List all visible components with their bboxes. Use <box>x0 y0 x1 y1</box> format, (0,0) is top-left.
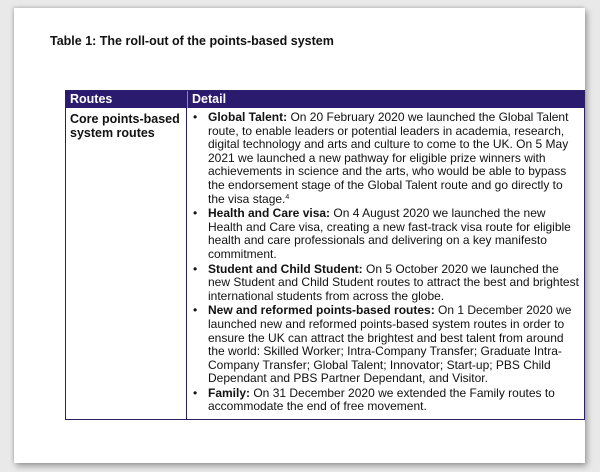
item-text: On 1 December 2020 we launched new and reformed points-based system routes in order to ensure the UK can attract the brightest and best talent from around the world: Skilled Worker; Intra-Company Transfer; Graduate Intra-Company Transfer; Global Talent; Innovator; Start-up; PBS Child Dependant and PBS Partner Dependant, and Visitor. <box>208 303 572 386</box>
bullet-icon: • <box>193 261 198 276</box>
table-header-row <box>66 91 584 108</box>
list-item <box>191 207 580 261</box>
list-item <box>191 263 580 304</box>
rollout-table <box>65 90 585 420</box>
bullet-icon: • <box>193 385 198 400</box>
item-text: On 5 October 2020 we launched the new Student and Child Student routes to attract the best and brightest international students from across the globe. <box>208 261 579 303</box>
item-title: New and reformed points-based routes: <box>208 303 435 318</box>
item-title: Student and Child Student: <box>208 261 363 276</box>
list-item <box>191 304 580 386</box>
document-page <box>14 8 585 463</box>
bullet-icon: • <box>193 206 198 221</box>
item-text: On 4 August 2020 we launched the new Health and Care visa, creating a new fast-track visa route for eligible health and care professionals and delivering on a key manifesto commitment. <box>208 206 571 261</box>
bullet-icon: • <box>193 303 198 318</box>
route-cell: Core points-based system routes <box>66 108 187 419</box>
item-text: On 20 February 2020 we launched the Global Talent route, to enable leaders or potential leaders in academia, research, digital technology and arts and culture to come to the UK. On 5 May 2021 we launched a new pathway for eligible prize winners with achievements in science and the arts, who would be able to bypass the endorsement stage of the Global Talent route and go directly to the visa stage. <box>208 110 569 206</box>
detail-cell <box>187 108 584 419</box>
header-detail: Detail <box>192 92 227 106</box>
list-item <box>191 111 580 206</box>
item-title: Health and Care visa: <box>208 206 331 221</box>
detail-list <box>191 111 580 414</box>
table-row <box>66 108 584 419</box>
list-item <box>191 387 580 414</box>
footnote-ref: 4 <box>285 193 290 201</box>
item-text: On 31 December 2020 we extended the Family routes to accommodate the end of free movement. <box>208 385 555 414</box>
item-title: Global Talent: <box>208 110 288 124</box>
bullet-icon: • <box>193 110 198 124</box>
table-caption: Table 1: The roll-out of the points-based system <box>50 34 334 48</box>
header-routes: Routes <box>66 91 188 108</box>
item-title: Family: <box>208 385 251 400</box>
